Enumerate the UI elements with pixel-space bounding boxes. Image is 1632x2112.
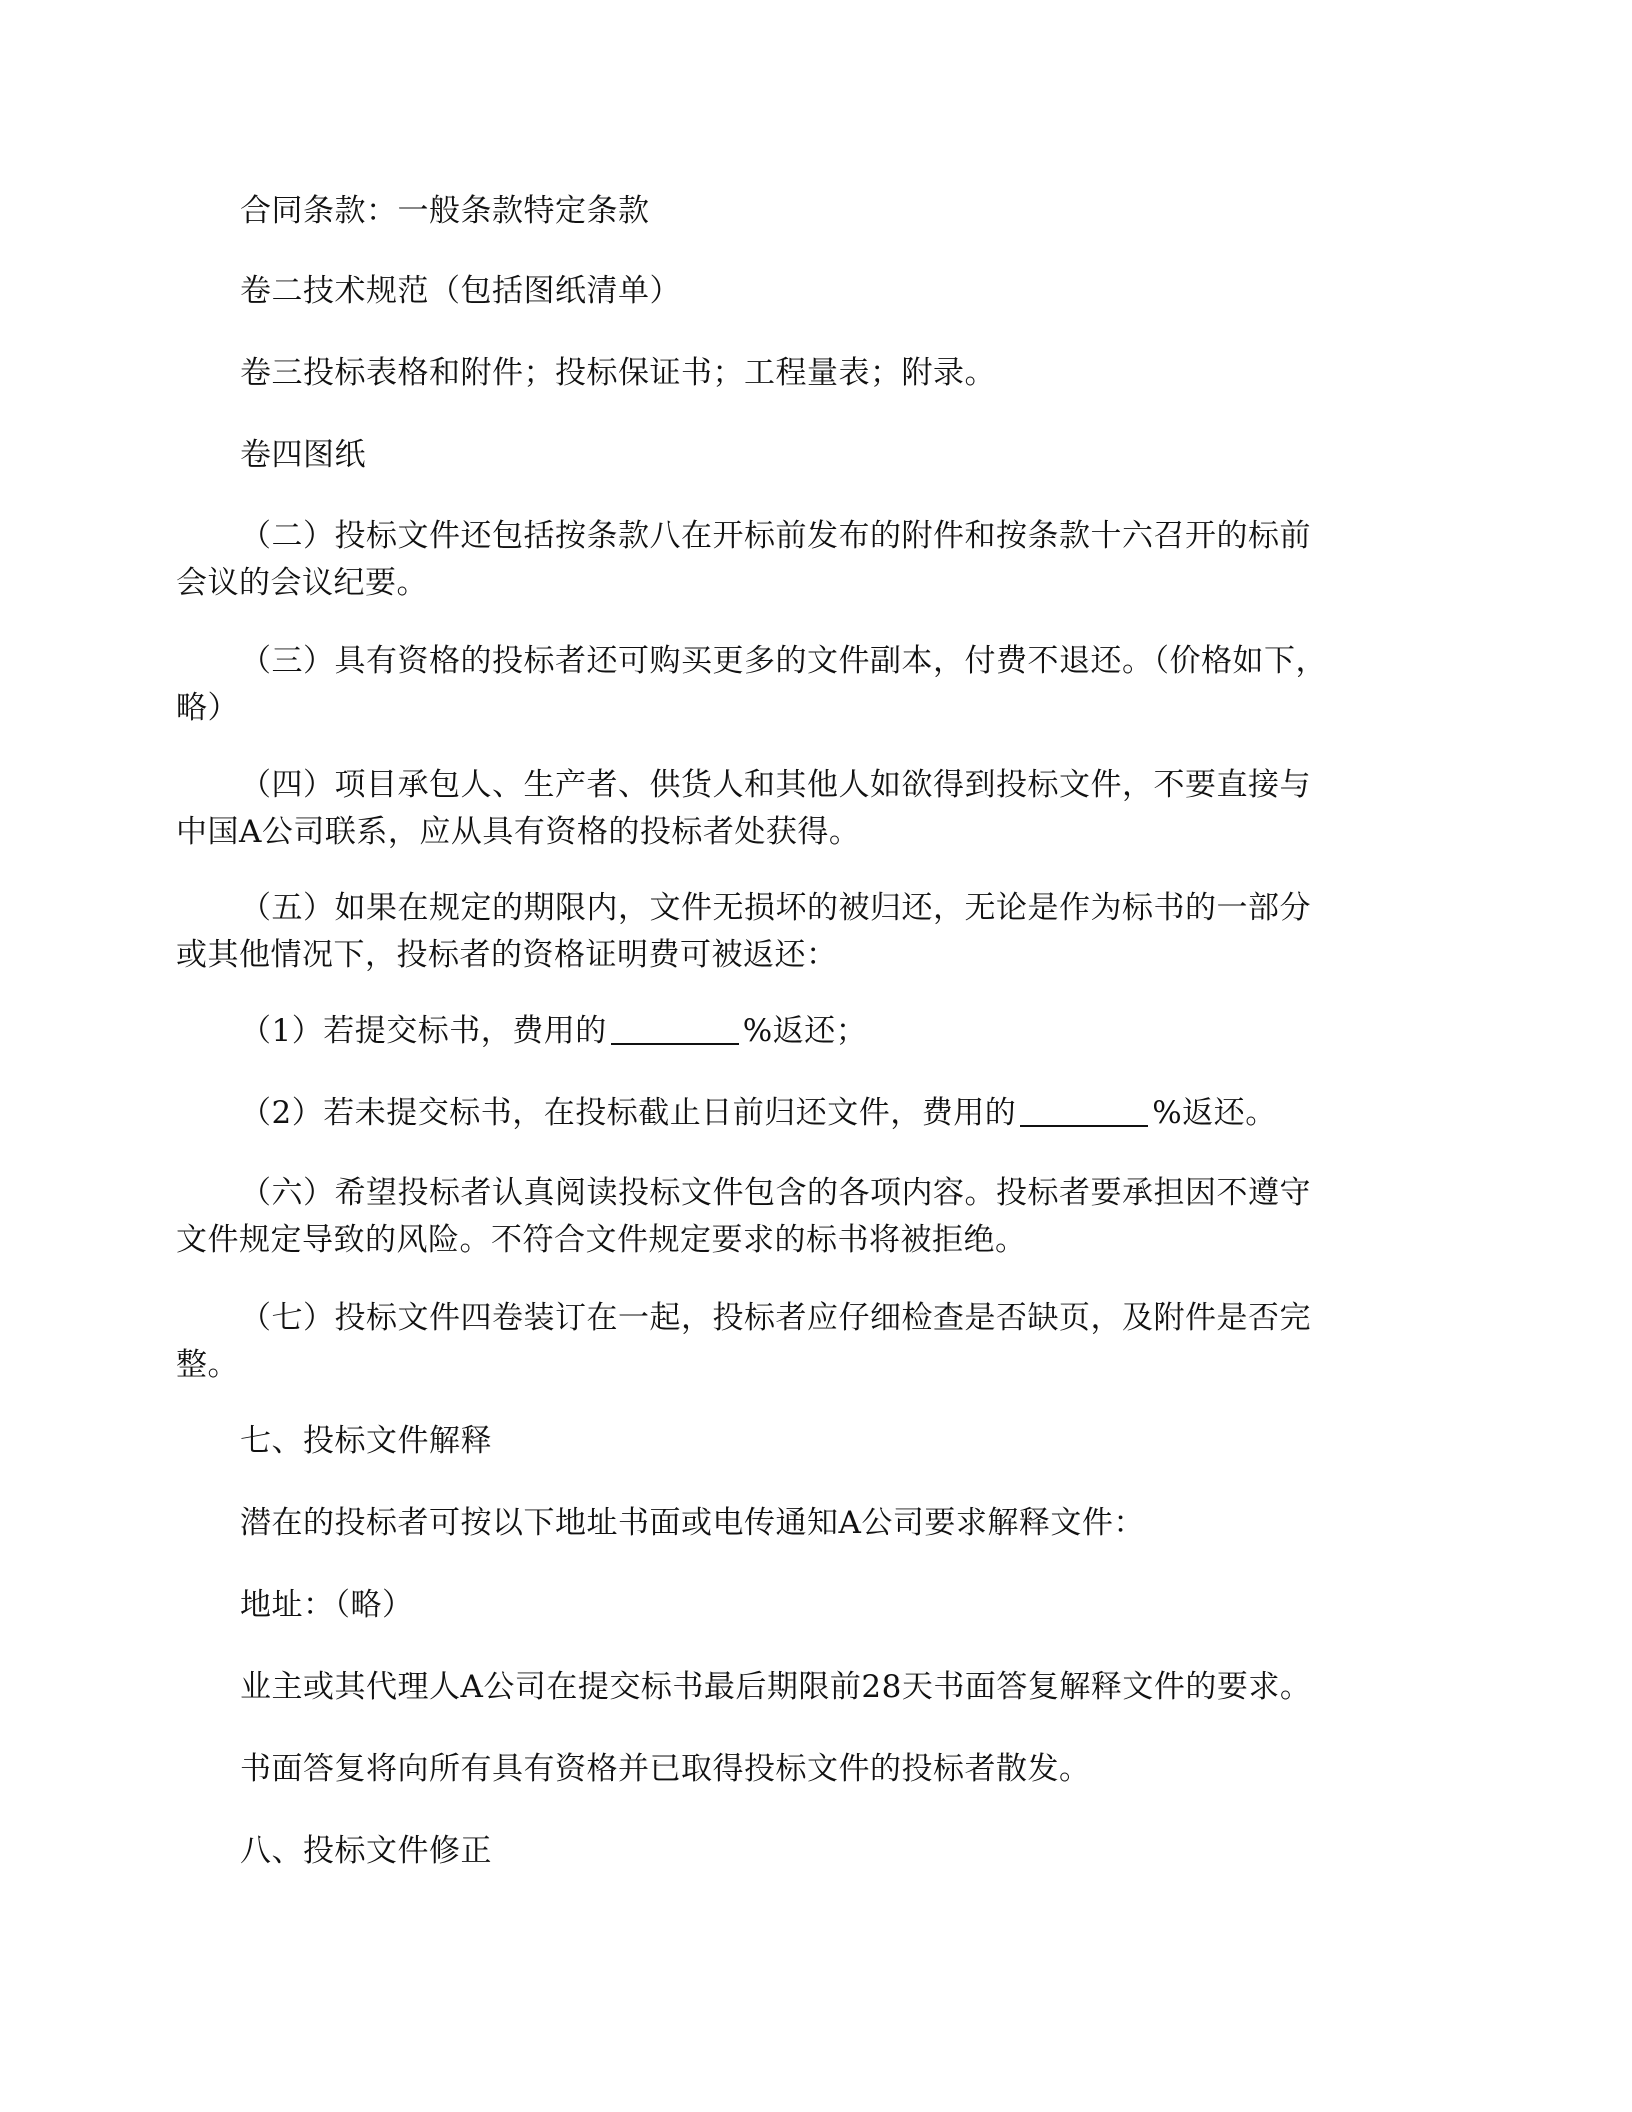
volume-three-line [240, 350, 1380, 397]
section-8-heading [240, 1828, 1380, 1875]
volume-two-line [240, 268, 1380, 315]
section-heading: 七、投标文件解释 [240, 1423, 492, 1459]
paragraph-line: 略） [176, 690, 239, 726]
paragraph-line: （五）如果在规定的期限内，文件无损坏的被归还，无论是作为标书的一部分 [240, 890, 1311, 926]
paragraph-line: 会议的会议纪要。 [176, 565, 428, 601]
paragraph-text: 潜在的投标者可按以下地址书面或电传通知A公司要求解释文件： [240, 1505, 1145, 1541]
paragraph-text: 合同条款：一般条款特定条款 [240, 193, 650, 229]
paragraph-line: （二）投标文件还包括按条款八在开标前发布的附件和按条款十六召开的标前 [240, 518, 1311, 554]
paragraph-5 [176, 885, 1380, 979]
fill-in-blank [611, 1013, 739, 1045]
section-7-heading [240, 1418, 1380, 1465]
address-line [240, 1582, 1380, 1629]
refund-item-2 [240, 1090, 1380, 1137]
paragraph-3 [176, 638, 1380, 732]
volume-four-line [240, 432, 1380, 479]
paragraph-4 [176, 762, 1380, 856]
paragraph-line: （六）希望投标者认真阅读投标文件包含的各项内容。投标者要承担因不遵守 [240, 1175, 1311, 1211]
explanation-request-line [240, 1500, 1380, 1547]
paragraph-text: 卷三投标表格和附件；投标保证书；工程量表；附录。 [240, 355, 996, 391]
paragraph-line: （七）投标文件四卷装订在一起，投标者应仔细检查是否缺页，及附件是否完 [240, 1300, 1311, 1336]
paragraph-6 [176, 1170, 1380, 1264]
contract-terms-line [240, 188, 1380, 235]
refund-percent-text: %返还。 [1152, 1095, 1277, 1131]
paragraph-7 [176, 1295, 1380, 1389]
paragraph-line: 中国A公司联系，应从具有资格的投标者处获得。 [176, 814, 861, 850]
paragraph-2 [176, 513, 1380, 607]
paragraph-text: 业主或其代理人A公司在提交标书最后期限前28天书面答复解释文件的要求。 [240, 1669, 1312, 1705]
paragraph-text: 地址：（略） [240, 1587, 414, 1623]
paragraph-line: 整。 [176, 1347, 239, 1383]
section-heading: 八、投标文件修正 [240, 1833, 492, 1869]
refund-text: （1）若提交标书，费用的 [240, 1013, 607, 1049]
paragraph-line: 或其他情况下，投标者的资格证明费可被返还： [176, 937, 838, 973]
refund-item-1 [240, 1008, 1380, 1055]
paragraph-text: 卷二技术规范（包括图纸清单） [240, 273, 681, 309]
paragraph-text: 书面答复将向所有具有资格并已取得投标文件的投标者散发。 [240, 1751, 1091, 1787]
refund-text: （2）若未提交标书，在投标截止日前归还文件，费用的 [240, 1095, 1017, 1131]
paragraph-line: （四）项目承包人、生产者、供货人和其他人如欲得到投标文件，不要直接与 [240, 767, 1311, 803]
paragraph-text: 卷四图纸 [240, 437, 366, 473]
paragraph-line: （三）具有资格的投标者还可购买更多的文件副本，付费不退还。（价格如下， [240, 643, 1327, 679]
paragraph-line: 文件规定导致的风险。不符合文件规定要求的标书将被拒绝。 [176, 1222, 1027, 1258]
fill-in-blank [1020, 1095, 1148, 1127]
refund-percent-text: %返还； [742, 1013, 868, 1049]
reply-distribution-line [240, 1746, 1380, 1793]
reply-deadline-line [240, 1664, 1380, 1711]
